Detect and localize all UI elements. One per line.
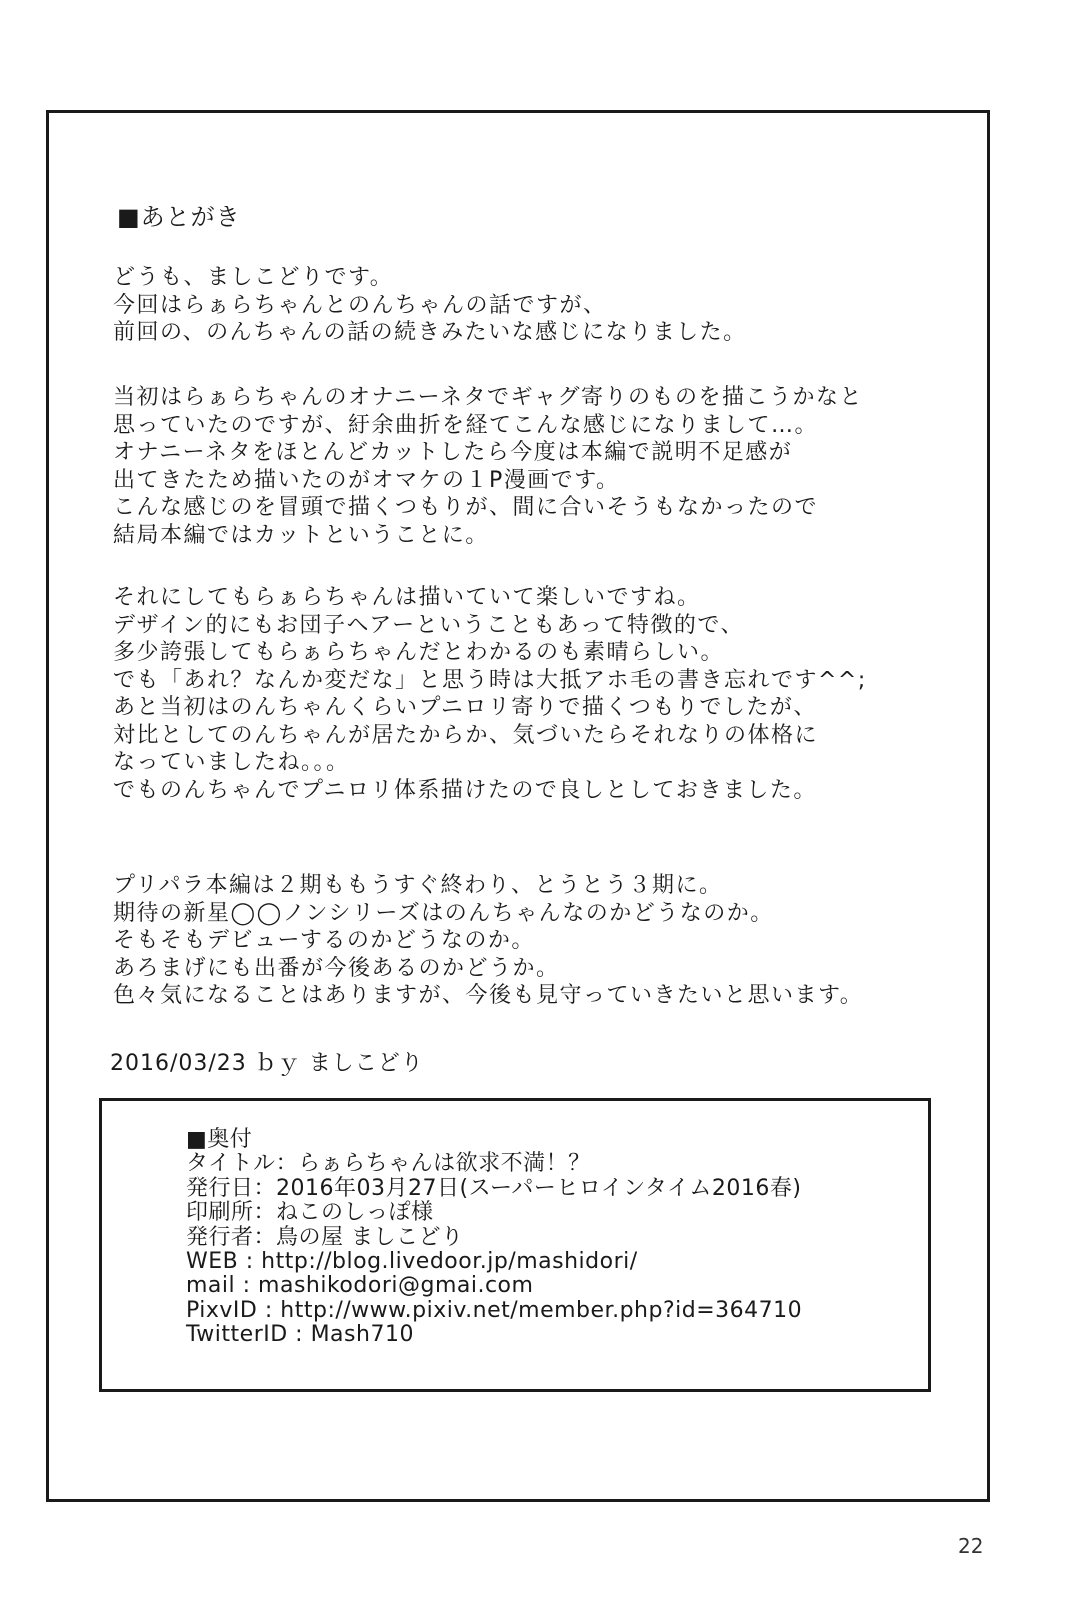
text-line: 多少誇張してもらぁらちゃんだとわかるのも素晴らしい。 (113, 640, 725, 665)
text-line: 出てきたため描いたのがオマケの１P漫画です。 (113, 467, 620, 493)
text-line: それにしてもらぁらちゃんは描いていて楽しいですね。 (113, 585, 701, 610)
colophon-label: タイトル (186, 1151, 276, 1177)
text-line: 対比としてのんちゃんが居たからか、気づいたらそれなりの体格に (113, 722, 819, 748)
text-line: こんな感じのを冒頭で描くつもりが、間に合いそうもなかったので (113, 495, 819, 520)
text-line: 結局本編ではカットということに。 (113, 522, 489, 548)
afterword-paragraph-3 (113, 584, 867, 804)
afterword-paragraph-2 (113, 384, 863, 549)
text-line: 色々気になることはありますが、今後も見守っていきたいと思います。 (113, 983, 864, 1008)
colophon-label: 印刷所 (186, 1200, 254, 1226)
colophon-label: 発行者 (186, 1224, 254, 1250)
text-line: 期待の新星◯◯ノンシリーズはのんちゃんなのかどうなのか。 (113, 900, 774, 926)
text-line: あと当初はのんちゃんくらいプニロリ寄りで描くつもりでしたが、 (113, 695, 817, 720)
colophon-row-mail (186, 1274, 802, 1298)
afterword-signature: 2016/03/23 ｂｙ ましこどり (110, 1051, 424, 1076)
colophon-separator: : (238, 1248, 262, 1274)
text-line: 今回はらぁらちゃんとのんちゃんの話ですが、 (113, 292, 607, 318)
colophon-separator: ： (253, 1175, 277, 1201)
colophon-value: http://blog.livedoor.jp/mashidori/ (261, 1248, 638, 1274)
colophon-value: mashikodori@gmai.com (258, 1273, 534, 1299)
colophon-heading: ■奥付 (186, 1127, 253, 1152)
colophon-row-pixiv (186, 1299, 802, 1323)
afterword-paragraph-4 (113, 872, 863, 1010)
colophon-label: PixvID (186, 1297, 258, 1323)
colophon-value: 2016年03月27日(スーパーヒロインタイム2016春) (276, 1175, 802, 1201)
colophon-value: Mash710 (310, 1322, 414, 1348)
text-line: あろまげにも出番が今後あるのかどうか。 (113, 955, 560, 981)
colophon-separator: : (257, 1297, 281, 1323)
text-line: デザイン的にもお団子ヘアーということもあって特徴的で、 (113, 612, 744, 638)
colophon-label: mail (186, 1273, 236, 1299)
text-line: 当初はらぁらちゃんのオナニーネタでギャグ寄りのものを描こうかなと (113, 385, 864, 410)
colophon-row-printer (186, 1201, 802, 1225)
colophon-row-date (186, 1177, 802, 1201)
colophon-value: http://www.pixiv.net/member.php?id=364710 (280, 1297, 803, 1323)
text-line: どうも、ましこどりです。 (113, 265, 394, 290)
text-line: でものんちゃんでプニロリ体系描けたので良しとしておきました。 (113, 777, 817, 803)
colophon-separator: ： (253, 1224, 277, 1250)
text-line: でも「あれ？なんか変だな」と思う時は大抵アホ毛の書き忘れです^^; (113, 667, 867, 693)
colophon-label: TwitterID (186, 1322, 288, 1348)
text-line: そもそもデビューするのかどうなのか。 (113, 928, 535, 953)
colophon-row-title (186, 1152, 802, 1176)
colophon-separator: : (235, 1273, 259, 1299)
text-line: オナニーネタをほとんどカットしたら今度は本編で説明不足感が (113, 440, 793, 465)
afterword-paragraph-1 (113, 264, 747, 347)
text-line: 前回の、のんちゃんの話の続きみたいな感じになりました。 (113, 320, 747, 345)
afterword-heading: ■あとがき (117, 203, 241, 231)
text-line: 思っていたのですが、紆余曲折を経てこんな感じになりまして…。 (113, 412, 819, 438)
colophon-row-twitter (186, 1323, 802, 1347)
colophon-row-web (186, 1250, 802, 1274)
colophon-separator: ： (275, 1151, 299, 1177)
colophon-separator: : (287, 1322, 311, 1348)
colophon-label: 発行日 (186, 1175, 254, 1201)
page-number: 22 (958, 1534, 984, 1558)
colophon-row-publisher (186, 1226, 802, 1250)
colophon (186, 1128, 802, 1348)
text-line: プリパラ本編は２期ももうすぐ終わり、とうとう３期に。 (113, 873, 723, 898)
text-line: なっていましたね。。。 (113, 750, 350, 775)
colophon-label: WEB (186, 1248, 239, 1274)
colophon-value: ねこのしっぽ様 (276, 1200, 434, 1226)
colophon-separator: ： (253, 1200, 277, 1226)
colophon-value: 鳥の屋 ましこどり (276, 1224, 464, 1250)
colophon-value: らぁらちゃんは欲求不満！？ (298, 1151, 591, 1177)
